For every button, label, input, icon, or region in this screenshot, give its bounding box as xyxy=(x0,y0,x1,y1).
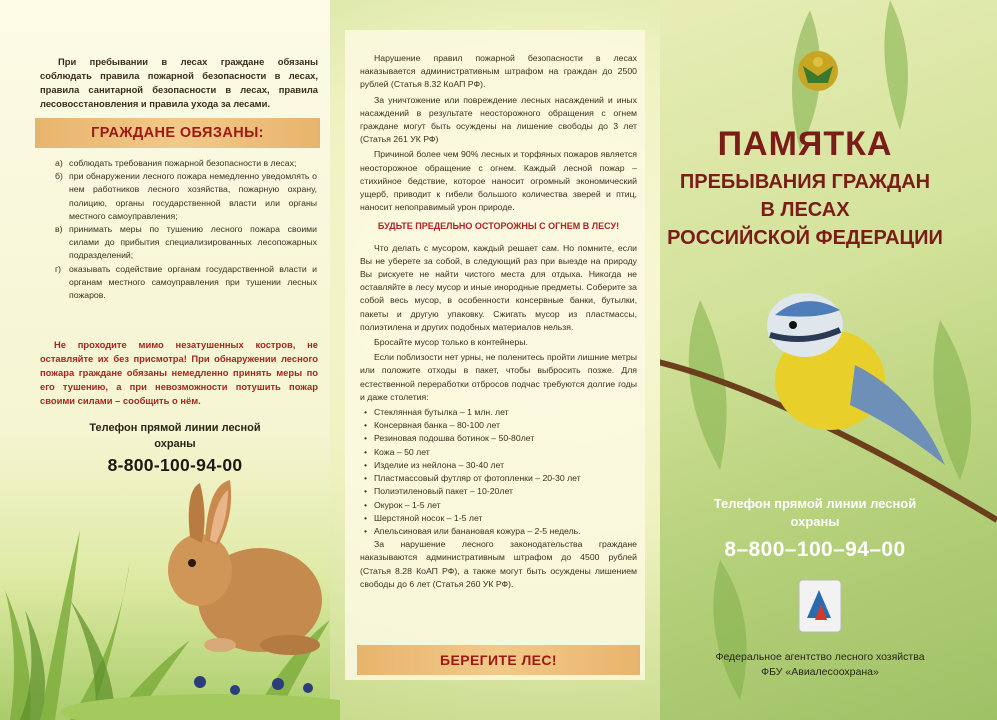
duties-list xyxy=(55,157,317,302)
caution-heading: БУДЬТЕ ПРЕДЕЛЬНО ОСТОРОЖНЫ С ОГНЕМ В ЛЕСУ! xyxy=(377,221,620,232)
avialesookhrana-logo xyxy=(797,578,843,634)
berries-decor xyxy=(190,670,330,700)
list-item: б) при обнаружении лесного пожара немедленно уведомлять о нем работников лесного хозяйства, пожарную охрану, полицию, органы государственной власти или органы местного самоуправления; xyxy=(55,171,317,221)
panel-middle xyxy=(345,30,645,680)
list-item: • Стеклянная бутылка – 1 млн. лет xyxy=(360,406,637,419)
closing-paragraph: За нарушение лесного законодательства граждане наказываются административным штрафом до 4500 рублей (Статья 8.28 КоАП РФ), а также могут быть осуждены лишением свободы до 6 лет (Статья 260 УК РФ). xyxy=(360,539,637,589)
cover-hotline-number: 8–800–100–94–00 xyxy=(724,538,906,561)
list-item: • Консервная банка – 80-100 лет xyxy=(360,419,637,432)
list-item: а) соблюдать требования пожарной безопасности в лесах; xyxy=(55,158,297,168)
intro-paragraph: При пребывании в лесах граждане обязаны соблюдать правила пожарной безопасности в лесах, правила санитарной безопасности в лесах, правила лесовосстановления и правила ухода за лесами. xyxy=(40,56,318,109)
container-paragraph: Бросайте мусор только в контейнеры. xyxy=(374,337,528,348)
prison-paragraph: За уничтожение или повреждение лесных насаждений и иных насаждений в результате неосторожного обращения с огнем граждане могут быть осуждены на лишение свободы до 3 лет (Статья 261 УК РФ) xyxy=(360,94,637,145)
titmouse-illustration xyxy=(755,285,955,485)
eagle-emblem-icon xyxy=(795,48,841,94)
list-item: • Апельсиновая или банановая кожура – 2-5 недель. xyxy=(360,525,637,538)
duties-banner: ГРАЖДАНЕ ОБЯЗАНЫ: xyxy=(35,118,320,148)
list-item: • Полиэтиленовый пакет – 10-20лет xyxy=(360,485,637,498)
list-item: • Окурок – 1-5 лет xyxy=(360,499,637,512)
decay-intro: Если поблизости нет урны, не поленитесь пройти лишние метры или положите отходы в пакет, чтобы выбросить позже. Для естественной переработки отбросов подчас требуются долгие годы и даже столетия: xyxy=(360,352,637,402)
protect-forest-banner: БЕРЕГИТЕ ЛЕС! xyxy=(357,645,640,675)
list-item: • Пластмассовый футляр от фотопленки – 20-30 лет xyxy=(360,472,637,485)
rabbit-illustration xyxy=(150,475,340,675)
agency-name: Федеральное агентство лесного хозяйства ФБУ «Авиалесоохрана» xyxy=(715,651,925,678)
list-item: • Кожа – 50 лет xyxy=(360,446,637,459)
list-item: в) принимать меры по тушению лесного пожара своими силами до прибытия специализированных лесопожарных подразделений; xyxy=(55,224,317,261)
list-item: • Шерстяной носок – 1-5 лет xyxy=(360,512,637,525)
fine-paragraph: Нарушение правил пожарной безопасности в лесах наказывается административным штрафом на граждан до 2500 рублей (Статья 8.32 КоАП РФ). xyxy=(360,53,637,90)
campfire-warning: Не проходите мимо незатушенных костров, не оставляйте их без присмотра! При обнаружении лесного пожара граждане обязаны немедленно принять меры по его тушению, а при невозможности потушить пожар своими силами – сообщить о нём. xyxy=(40,339,318,406)
middle-text xyxy=(360,52,637,593)
hotline-number: 8-800-100-94-00 xyxy=(107,455,243,475)
cause-paragraph: Причиной более чем 90% лесных и торфяных пожаров является неосторожное обращение с огнем. Каждый лесной пожар – стихийное бедствие, которое наносит огромный экономический ущерб, приводит к гибели большого количества зверей и птиц, наносит непоправимый урон природе. xyxy=(360,149,637,213)
page-title: ПАМЯТКА xyxy=(717,125,893,163)
page-subtitle: ПРЕБЫВАНИЯ ГРАЖДАН В ЛЕСАХ РОССИЙСКОЙ ФЕДЕРАЦИИ xyxy=(667,171,943,249)
list-item: • Изделие из нейлона – 30-40 лет xyxy=(360,459,637,472)
cover-hotline-label: Телефон прямой линии лесной охраны xyxy=(713,496,917,529)
list-item: • Резиновая подошва ботинок – 50-80лет xyxy=(360,432,637,445)
trash-paragraph: Что делать с мусором, каждый решает сам. Но помните, если Вы не уберете за собой, в следующий раз при выезде на природу Вы рискуете не найти чистого места для отдыха. Никогда не оставляйте в лесу мусор и иные инородные предметы. Соберите за собой весь мусор, в особенности консервные банки, бутылки, пакеты и другую упаковку. Сжигать мусор из пластмассы, полиэтилена и других подобных материалов нельзя. xyxy=(360,242,637,332)
list-item: г) оказывать содействие органам государственной власти и органам местного самоуправления при тушении лесных пожаров. xyxy=(55,263,317,301)
hotline-label: Телефон прямой линии лесной охраны xyxy=(89,422,261,450)
